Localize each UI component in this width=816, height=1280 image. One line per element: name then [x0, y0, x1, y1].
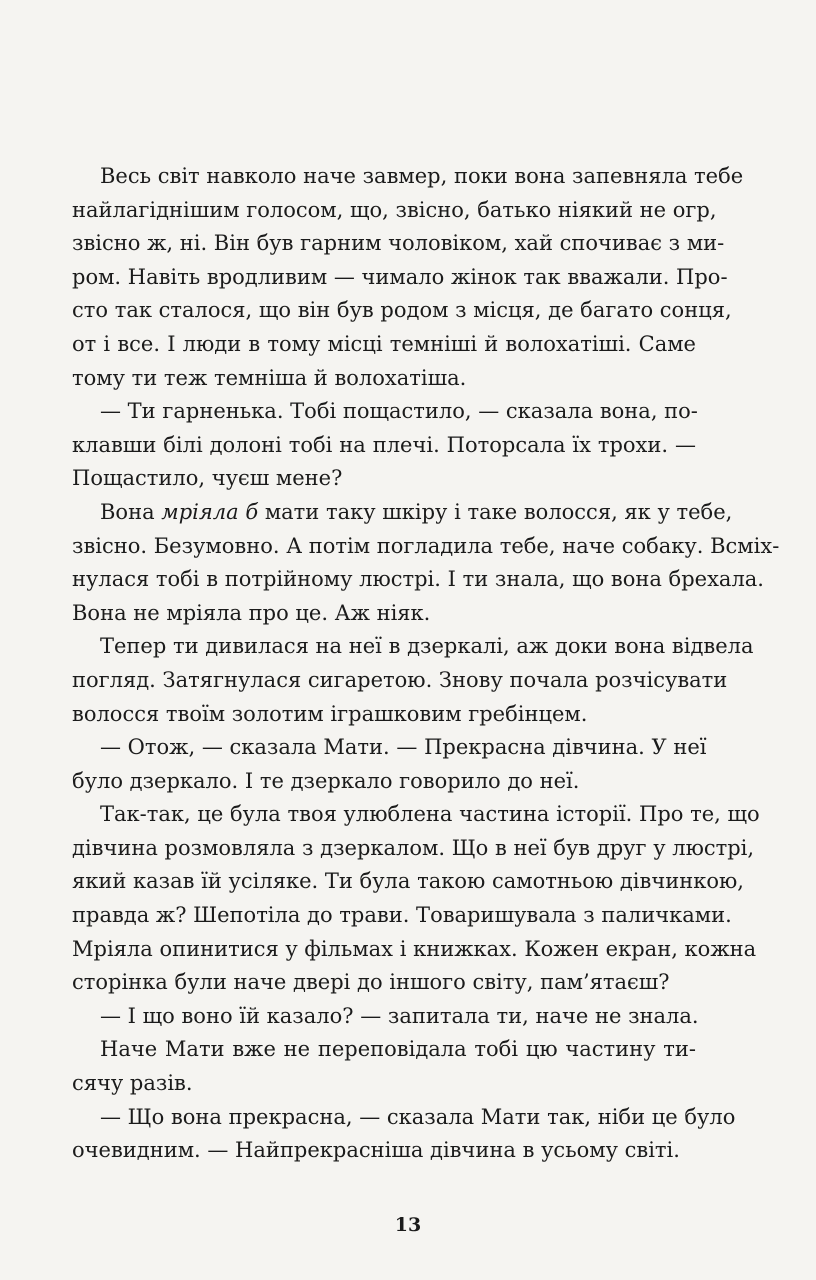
- text-line: погляд. Затягнулася сигаретою. Знову почала розчісувати: [72, 667, 728, 692]
- text-line: Тепер ти дивилася на неї в дзеркалі, аж доки вона відвела: [100, 634, 754, 659]
- text-line: ром. Навіть вродливим — чимало жінок так вважали. Про-: [72, 264, 728, 289]
- text-line: правда ж? Шепотіла до трави. Товаришувала з паличками.: [72, 903, 732, 928]
- paragraph: [72, 1101, 736, 1168]
- text-line: от і все. І люди в тому місці темніші й волохатіші. Саме: [72, 331, 696, 356]
- text-line: — Що вона прекрасна, — сказала Мати так, ніби це було: [100, 1104, 736, 1129]
- text-line: сто так сталося, що він був родом з місця, де багато сонця,: [72, 298, 732, 323]
- text-line: який казав їй усіляке. Ти була такою самотньою дівчинкою,: [72, 869, 744, 894]
- book-page-text: [72, 160, 780, 1168]
- text-line: — І що воно їй казало? — запитала ти, наче не знала.: [100, 1003, 699, 1028]
- text-line: очевидним. — Найпрекрасніша дівчина в усьому світі.: [72, 1138, 680, 1163]
- text-line: нулася тобі в потрійному люстрі. І ти знала, що вона брехала.: [72, 567, 764, 592]
- text-line: — Отож, — сказала Мати. — Прекрасна дівчина. У неї: [100, 735, 707, 760]
- paragraph: [72, 1000, 699, 1034]
- text-line: дівчина розмовляла з дзеркалом. Що в неї був друг у люстрі,: [72, 835, 755, 860]
- paragraph: [72, 496, 780, 630]
- text-line: сторінка були наче двері до іншого світу, пам’ятаєш?: [72, 970, 670, 995]
- text-line: клавши білі долоні тобі на плечі. Поторсала їх трохи. —: [72, 432, 696, 457]
- text-line: Мріяла опинитися у фільмах і книжках. Кожен екран, кожна: [72, 936, 757, 961]
- text-line: Вона не мріяла про це. Аж ніяк.: [72, 600, 431, 625]
- text-line: тому ти теж темніша й волохатіша.: [72, 365, 467, 390]
- text-line: — Ти гарненька. Тобі пощастило, — сказала вона, по-: [100, 399, 698, 424]
- text-line: Пощастило, чуєш мене?: [72, 466, 343, 491]
- paragraph: [72, 630, 754, 731]
- emphasis-text: мріяла б: [161, 499, 259, 524]
- paragraph: [72, 1033, 696, 1100]
- text-line: звісно. Безумовно. А потім погладила тебе, наче собаку. Всміх-: [72, 533, 780, 558]
- text-line: було дзеркало. І те дзеркало говорило до неї.: [72, 768, 580, 793]
- page-number: 13: [394, 1214, 422, 1236]
- paragraph: [72, 160, 744, 395]
- text-line: Весь світ навколо наче завмер, поки вона запевняла тебе: [100, 164, 744, 188]
- text-line: найлагіднішим голосом, що, звісно, батько ніякий не огр,: [72, 197, 717, 222]
- text-run: мати таку шкіру і таке волосся, як у тебе,: [258, 499, 733, 524]
- paragraph: [72, 731, 707, 798]
- text-line: волосся твоїм золотим іграшковим гребінцем.: [72, 701, 588, 726]
- text-run: Вона: [100, 499, 162, 524]
- paragraph: [72, 798, 760, 1000]
- text-line: сячу разів.: [72, 1071, 193, 1096]
- text-line: звісно ж, ні. Він був гарним чоловіком, хай спочиває з ми-: [72, 231, 725, 256]
- text-line: Наче Мати вже не переповідала тобі цю частину ти-: [100, 1037, 696, 1062]
- text-line: Так-так, це була твоя улюблена частина історії. Про те, що: [100, 802, 760, 827]
- text-line: [72, 496, 733, 530]
- paragraph: [72, 395, 696, 496]
